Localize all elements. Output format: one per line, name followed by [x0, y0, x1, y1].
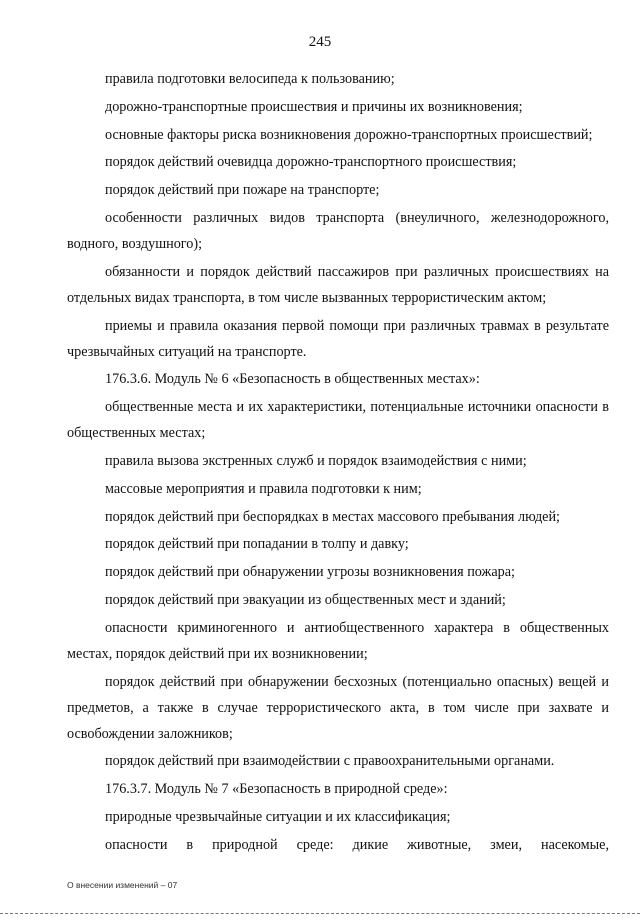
- paragraph: порядок действий при эвакуации из общественных мест и зданий;: [105, 591, 506, 608]
- section-heading: 176.3.6. Модуль № 6 «Безопасность в общественных местах»:: [105, 371, 480, 388]
- paragraph: обязанности и порядок действий пассажиров при различных происшествиях на отдельных видах транспорта, в том числе вызванных террористическим актом;: [67, 263, 609, 306]
- paragraph: дорожно-транспортные происшествия и причины их возникновения;: [105, 98, 523, 115]
- paragraph: общественные места и их характеристики, потенциальные источники опасности в общественных местах;: [67, 399, 609, 442]
- paragraph: основные факторы риска возникновения дорожно-транспортных происшествий;: [105, 126, 593, 143]
- paragraph: опасности криминогенного и антиобщественного характера в общественных местах, порядок действий при их возникновении;: [67, 619, 609, 662]
- paragraph: порядок действий при беспорядках в местах массового пребывания людей;: [105, 508, 560, 525]
- paragraph: порядок действий при пожаре на транспорте;: [105, 182, 380, 199]
- paragraph: порядок действий при попадании в толпу и давку;: [105, 536, 409, 553]
- paragraph: правила вызова экстренных служб и порядок взаимодействия с ними;: [105, 452, 527, 469]
- paragraph: порядок действий при обнаружении угрозы возникновения пожара;: [105, 564, 515, 581]
- scan-edge-line: [0, 913, 640, 916]
- section-heading: 176.3.7. Модуль № 7 «Безопасность в природной среде»:: [105, 781, 448, 798]
- page-number: 245: [308, 34, 332, 50]
- document-body: [67, 66, 609, 860]
- paragraph: порядок действий при взаимодействии с правоохранительными органами.: [105, 753, 555, 770]
- paragraph: порядок действий очевидца дорожно-транспортного происшествия;: [105, 154, 517, 171]
- paragraph: правила подготовки велосипеда к пользованию;: [105, 71, 395, 87]
- paragraph: опасности в природной среде: дикие животные, змеи, насекомые,: [105, 836, 609, 853]
- paragraph: порядок действий при обнаружении бесхозных (потенциально опасных) вещей и предметов, а также в случае террористического акта, в том числе при захвате и освобождении заложников;: [67, 673, 609, 742]
- paragraph: массовые мероприятия и правила подготовки к ним;: [105, 480, 422, 497]
- footer-note: О внесении изменений – 07: [67, 880, 178, 890]
- paragraph: особенности различных видов транспорта (внеуличного, железнодорожного, водного, воздушного);: [67, 209, 609, 252]
- paragraph: приемы и правила оказания первой помощи при различных травмах в результате чрезвычайных ситуаций на транспорте.: [67, 317, 609, 360]
- paragraph: природные чрезвычайные ситуации и их классификация;: [105, 808, 451, 825]
